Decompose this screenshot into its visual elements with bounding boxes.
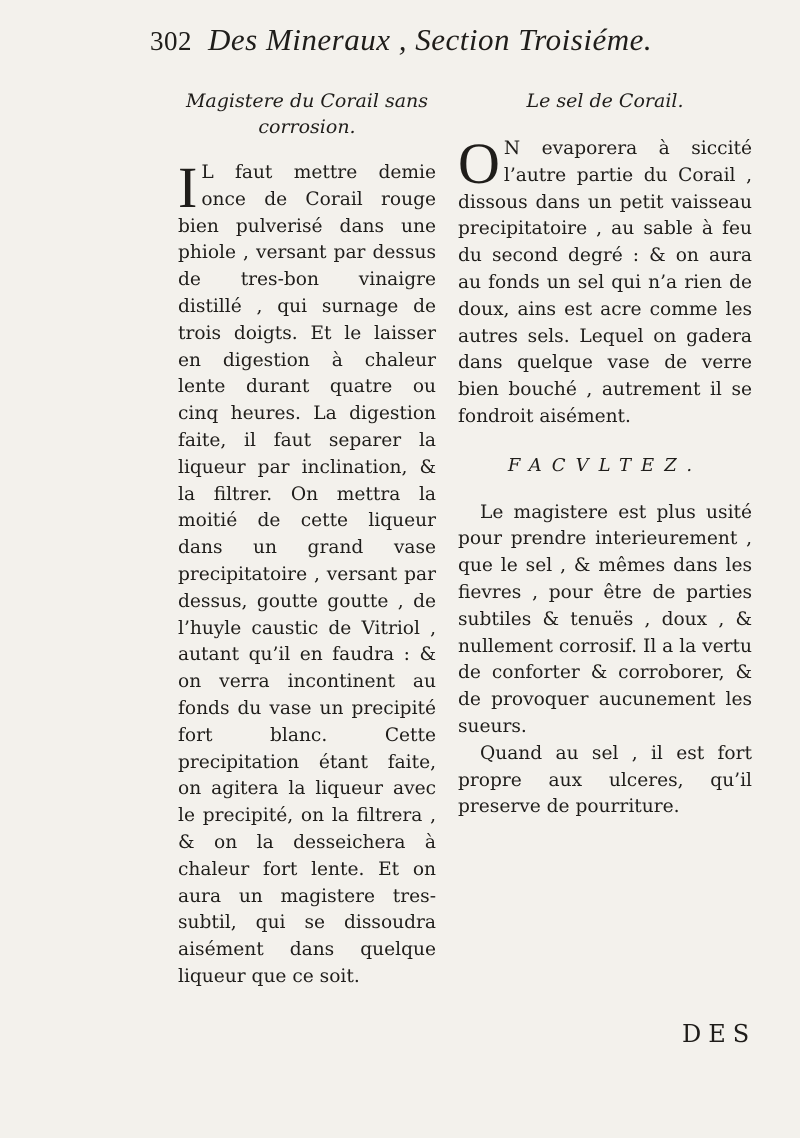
paragraph-text: L faut mettre demie once de Corail rouge bien pulverisé dans une phiole , versant par dessus de tres-bon vinaigre distillé , qui surnage de trois doigts. Et le laisser en digestion à chaleur lente durant quatre ou cinq heures. La digestion faite, il faut separer la liqueur par inclination, & la filtrer. On mettra la moitié de cette liqueur dans un grand vase precipitatoire , versant par dessus, goutte goutte , de l’huyle caustic de Vitriol , autant qu’il en faudra : & on verra incontinent au fonds du vase un precipité fort blanc. Cette precipitation étant faite, on agitera la liqueur avec le precipité, on la filtrera , & on la desseichera à chaleur fort lente. Et on aura un magistere tres-subtil, qui se dissoudra aisément dans quelque liqueur que ce soit. [178, 162, 436, 987]
dropcap-letter: O [458, 131, 500, 196]
dropcap-letter: I [178, 155, 198, 220]
left-column [178, 88, 436, 991]
paragraph-text: N evaporera à siccité l’autre partie du Corail , dissous dans un petit vaisseau precipitatoire , au sable à feu du second degré : & on aura au fonds un sel qui n’a rien de doux, ains est acre comme les autres sels. Lequel on gadera dans quelque vase de verre bien bouché , autrement il se fondroit aisément. [458, 138, 752, 427]
running-header [150, 22, 710, 66]
faculties-paragraph-1: Le magistere est plus usité pour prendre interieurement , que le sel , & mêmes dans les fievres , pour être de parties subtiles & tenuës , doux , & nullement corrosif. Il a la vertu de conforter & corroborer, & de provoquer aucunement les sueurs. [458, 501, 752, 737]
section-title-magistere: Magistere du Corail sans corrosion. [185, 90, 429, 138]
faculties-paragraph-2: Quand au sel , il est fort propre aux ulceres, qu’il preserve de pourriture. [458, 742, 752, 818]
section-title-sel: Le sel de Corail. [526, 90, 684, 112]
faculties-heading: FACVLTEZ. [507, 454, 703, 476]
page-number: 302 [150, 26, 192, 56]
sel-paragraph [458, 131, 752, 431]
right-column [458, 88, 752, 821]
magistere-paragraph [178, 155, 436, 991]
catchword: DES [682, 1020, 757, 1048]
running-title: Des Mineraux , Section Troisiéme. [208, 22, 653, 57]
